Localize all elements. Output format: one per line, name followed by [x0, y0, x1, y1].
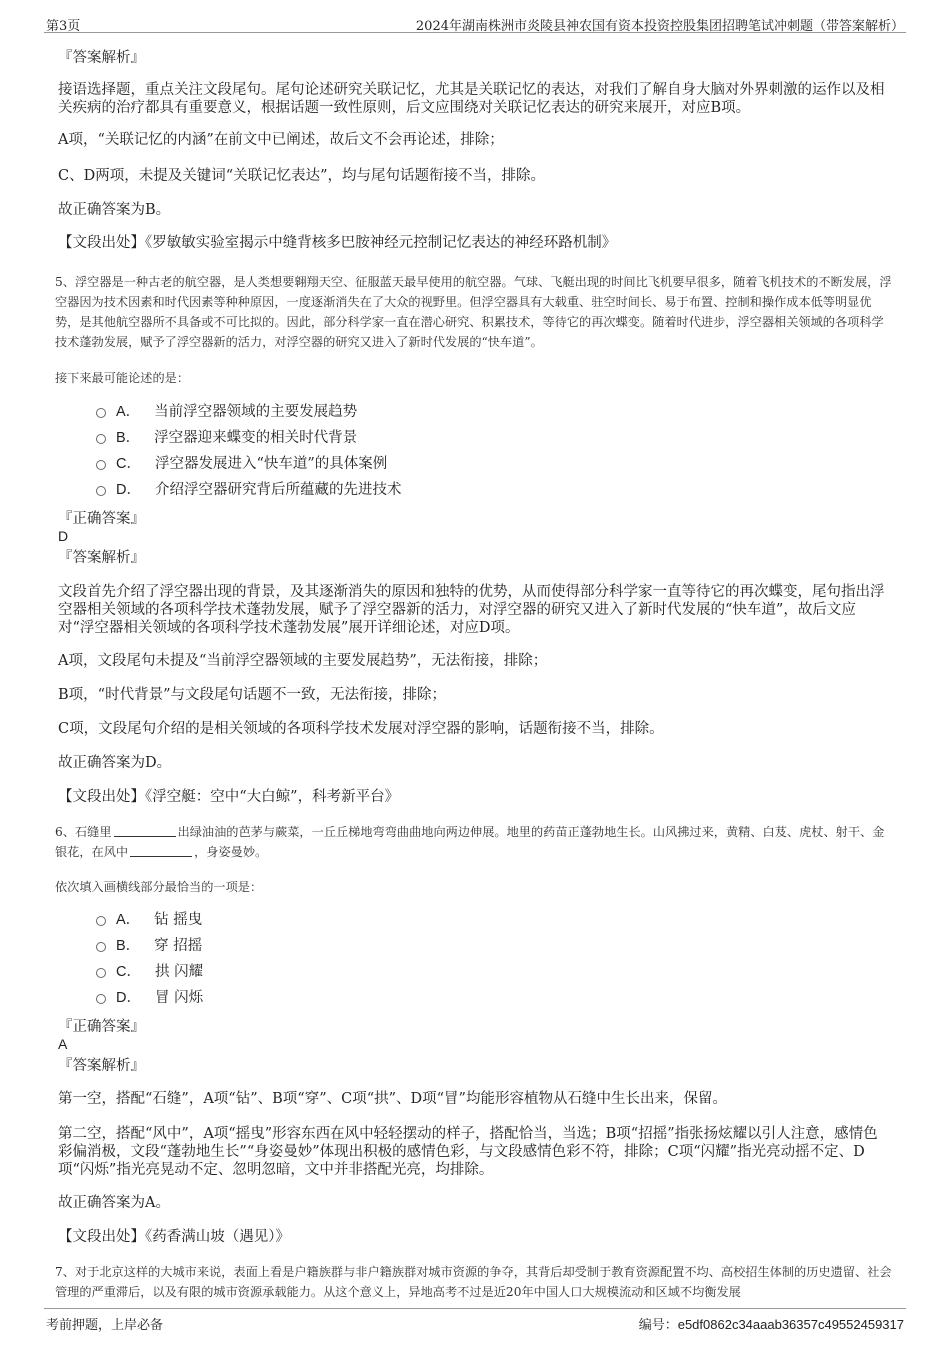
q6-option-c[interactable]: C． 拱 闪耀 [96, 963, 203, 981]
q5-analysis-p4: C项，文段尾句介绍的是相关领域的各项科学技术发展对浮空器的影响，话题衔接不当，排除。 [58, 721, 664, 737]
q5-answer-label: 『正确答案』 [58, 511, 145, 527]
q5-analysis-p1: 文段首先介绍了浮空器出现的背景，及其逐渐消失的原因和独特的优势，从而使得部分科学家一直等待它的再次蝶变，尾句指出浮空器相关领域的各项科学技术蓬勃发展，赋予了浮空器新的活力，对浮空器的研究又进入了新时代发展的“快车道”，故后文应对“浮空器相关领域的各项科学技术蓬勃发展”展开详细论述，对应D项。 [58, 584, 885, 636]
q4-source: 【文段出处】《罗敏敏实验室揭示中缝背核多巴胺神经元控制记忆表达的神经环路机制》 [58, 235, 617, 251]
q6-answer: A [58, 1036, 68, 1052]
radio-icon[interactable] [96, 460, 106, 470]
q5-source: 【文段出处】《浮空艇：空中“大白鲸”，科考新平台》 [58, 789, 400, 805]
q6-option-b[interactable]: B． 穿 招摇 [96, 937, 202, 955]
q6-analysis-p1: 第一空，搭配“石缝”，A项“钻”、B项“穿”、C项“拱”、D项“冒”均能形容植物从石缝中生长出来，保留。 [58, 1091, 727, 1107]
q5-stem: 5、浮空器是一种古老的航空器，是人类想要翱翔天空、征服蓝天最早使用的航空器。气球、飞艇出现的时间比飞机要早很多，随着飞机技术的不断发展，浮空器因为技术因素和时代因素等种种原因，一度逐渐消失在了大众的视野里。但浮空器具有大载重、驻空时间长、易于布置、控制和操作成本低等明显优势，是其他航空器所不具备或不可比拟的。因此，部分科学家一直在潜心研究、积累技术，等待它的再次蝶变。随着时代进步，浮空器相关领域的各项科学技术蓬勃发展，赋予了浮空器新的活力，对浮空器的研究又进入了新时代发展的“快车道”。 [55, 275, 892, 349]
q5-analysis-p2: A项，文段尾句未提及“当前浮空器领域的主要发展趋势”，无法衔接，排除； [58, 653, 548, 669]
page-number: 第3页 [46, 19, 81, 34]
q4-analysis-p4: 故正确答案为B。 [58, 202, 171, 218]
q6-analysis-label: 『答案解析』 [58, 1058, 145, 1074]
q5-prompt: 接下来最可能论述的是： [55, 371, 190, 385]
radio-icon[interactable] [96, 408, 106, 418]
q5-analysis-p5: 故正确答案为D。 [58, 755, 172, 771]
q5-analysis-label: 『答案解析』 [58, 550, 145, 566]
q6-analysis-p3: 故正确答案为A。 [58, 1195, 170, 1211]
q7-stem: 7、对于北京这样的大城市来说，表面上看是户籍族群与非户籍族群对城市资源的争夺，其背后却受制于教育资源配置不均、高校招生体制的历史遗留、社会管理的严重滞后，以及有限的城市资源承载能力。从这个意义上，异地高考不过是近20年中国人口大规模流动和区域不均衡发展 [55, 1265, 892, 1299]
footer-slogan: 考前押题，上岸必备 [46, 1318, 164, 1333]
q5-option-b[interactable]: B． 浮空器迎来蝶变的相关时代背景 [96, 429, 357, 447]
document-code: 编号：e5df0862c34aaab36357c49552459317 [638, 1317, 904, 1333]
radio-icon[interactable] [96, 994, 106, 1004]
fill-blank [114, 824, 176, 837]
q4-analysis-p3: C、D两项，未提及关键词“关联记忆表达”，均与尾句话题衔接不当，排除。 [58, 168, 546, 184]
q6-prompt: 依次填入画横线部分最恰当的一项是： [55, 880, 263, 894]
q6-source: 【文段出处】《药香满山坡（遇见）》 [58, 1229, 290, 1245]
q4-analysis-p1: 接语选择题，重点关注文段尾句。尾句论述研究关联记忆，尤其是关联记忆的表达，对我们了解自身大脑对外界刺激的运作以及相关疾病的治疗都具有重要意义，根据话题一致性原则，后文应围绕对关联记忆表达的研究来展开，对应B项。 [58, 82, 885, 116]
fill-blank [130, 844, 192, 857]
radio-icon[interactable] [96, 486, 106, 496]
page-footer [44, 1308, 906, 1331]
document-title: 2024年湖南株洲市炎陵县神农国有资本投资控股集团招聘笔试冲刺题（带答案解析） [415, 19, 904, 34]
q6-option-a[interactable]: A． 钻 摇曳 [96, 911, 202, 929]
radio-icon[interactable] [96, 942, 106, 952]
q5-option-a[interactable]: A． 当前浮空器领域的主要发展趋势 [96, 403, 357, 421]
radio-icon[interactable] [96, 968, 106, 978]
q6-option-d[interactable]: D． 冒 闪烁 [96, 989, 203, 1007]
q4-analysis-p2: A项，“关联记忆的内涵”在前文中已阐述，故后文不会再论述，排除； [58, 132, 504, 148]
radio-icon[interactable] [96, 916, 106, 926]
q5-analysis-p3: B项，“时代背景”与文段尾句话题不一致，无法衔接，排除； [58, 687, 446, 703]
radio-icon[interactable] [96, 434, 106, 444]
q6-analysis-p2: 第二空，搭配“风中”，A项“摇曳”形容东西在风中轻轻摆动的样子，搭配恰当，当选；B项“招摇”指张扬炫耀以引人注意，感情色彩偏消极，文段“蓬勃地生长”“身姿曼妙”体现出积极的感情色彩，与文段感情色彩不符，排除；C项“闪耀”指光亮动摇不定、D项“闪烁”指光亮晃动不定、忽明忽暗，文中并非搭配光亮，均排除。 [58, 1126, 878, 1178]
q5-option-c[interactable]: C． 浮空器发展进入“快车道”的具体案例 [96, 455, 387, 473]
q6-answer-label: 『正确答案』 [58, 1019, 145, 1035]
q5-option-d[interactable]: D． 介绍浮空器研究背后所蕴藏的先进技术 [96, 481, 401, 499]
page-header [44, 12, 906, 33]
q4-analysis-label: 『答案解析』 [58, 50, 145, 66]
q5-answer: D [58, 528, 69, 544]
q6-stem: 6、石缝里 出绿油油的芭茅与蕨菜，一丘丘梯地弯弯曲曲地向两边伸展。地里的药苗正蓬勃地生长。山风拂过来，黄精、白芨、虎杖、射干、金银花，在风中 ，身姿曼妙。 [55, 825, 885, 859]
